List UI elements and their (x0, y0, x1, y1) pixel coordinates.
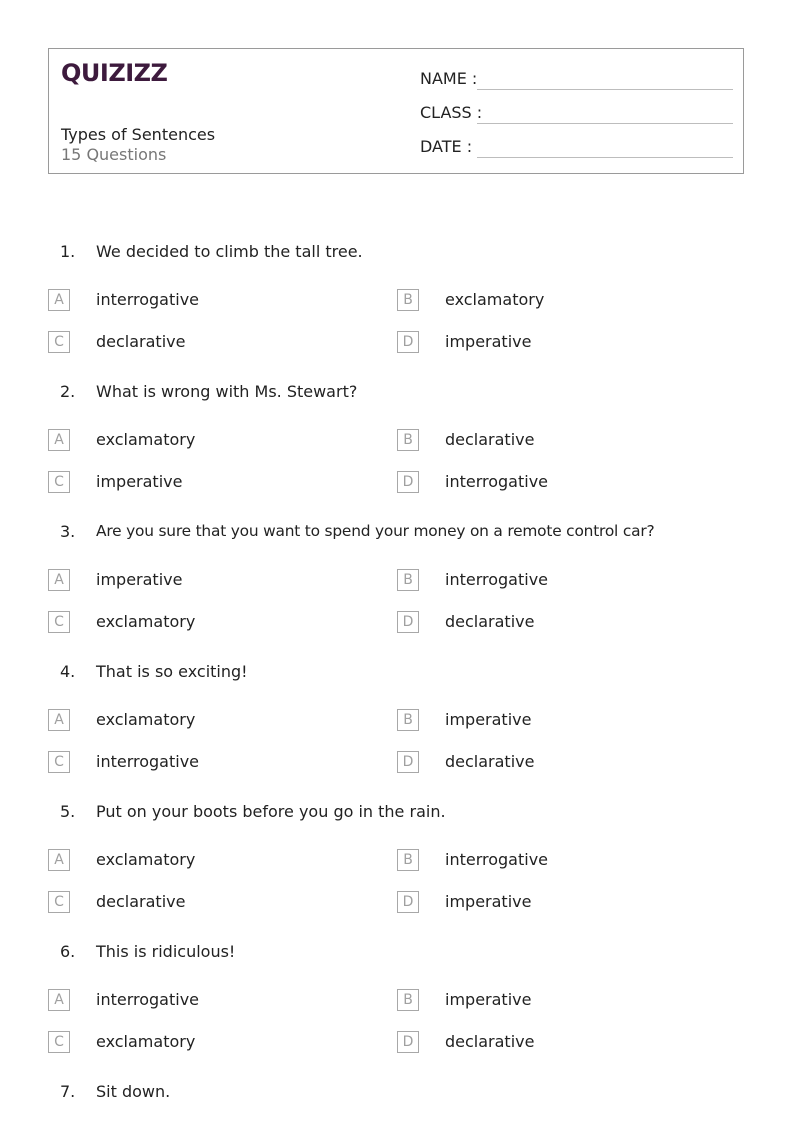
option-letter-box: B (397, 989, 419, 1011)
option-text: exclamatory (96, 710, 196, 729)
question-text: We decided to climb the tall tree. (96, 242, 363, 261)
option-letter-box: A (48, 569, 70, 591)
option-letter-box: B (397, 849, 419, 871)
class-line[interactable] (477, 123, 733, 124)
question-text: Put on your boots before you go in the rain. (96, 802, 446, 821)
name-label: NAME : (420, 69, 478, 88)
option-letter-box: B (397, 709, 419, 731)
option-text: exclamatory (445, 290, 545, 309)
worksheet-header (48, 48, 744, 174)
question-5 (0, 802, 794, 942)
option-letter-box: A (48, 429, 70, 451)
class-field[interactable] (420, 103, 733, 127)
worksheet-title: Types of Sentences (61, 125, 216, 144)
option-c[interactable] (48, 891, 348, 915)
option-a[interactable] (48, 569, 348, 593)
option-letter-box: A (48, 289, 70, 311)
question-7 (0, 1082, 794, 1112)
question-text: Sit down. (96, 1082, 171, 1101)
option-c[interactable] (48, 471, 348, 495)
option-letter-box: D (397, 611, 419, 633)
option-b[interactable] (397, 289, 697, 313)
option-text: imperative (96, 570, 183, 589)
option-a[interactable] (48, 709, 348, 733)
date-line[interactable] (477, 157, 733, 158)
option-text: exclamatory (96, 612, 196, 631)
date-label: DATE : (420, 137, 473, 156)
option-a[interactable] (48, 989, 348, 1013)
option-letter-box: B (397, 289, 419, 311)
option-b[interactable] (397, 709, 697, 733)
option-letter-box: B (397, 429, 419, 451)
question-number: 5. (60, 802, 76, 821)
question-text: That is so exciting! (96, 662, 248, 681)
question-text: Are you sure that you want to spend your money on a remote control car? (96, 522, 655, 540)
option-letter-box: D (397, 751, 419, 773)
option-text: interrogative (96, 290, 200, 309)
question-number: 1. (60, 242, 76, 261)
option-text: exclamatory (96, 1032, 196, 1051)
logo-wordmark: QUIZIZZ (61, 59, 168, 87)
option-text: interrogative (96, 990, 200, 1009)
option-text: interrogative (96, 752, 200, 771)
option-c[interactable] (48, 751, 348, 775)
option-letter-box: D (397, 891, 419, 913)
option-letter-box: C (48, 891, 70, 913)
option-b[interactable] (397, 429, 697, 453)
option-text: declarative (96, 892, 186, 911)
option-text: declarative (96, 332, 186, 351)
option-a[interactable] (48, 849, 348, 873)
option-text: declarative (445, 430, 535, 449)
option-text: interrogative (445, 472, 549, 491)
date-field[interactable] (420, 137, 733, 161)
option-a[interactable] (48, 429, 348, 453)
option-text: imperative (445, 892, 532, 911)
option-letter-box: C (48, 471, 70, 493)
question-text: What is wrong with Ms. Stewart? (96, 382, 358, 401)
name-line[interactable] (477, 89, 733, 90)
option-c[interactable] (48, 1031, 348, 1055)
option-c[interactable] (48, 331, 348, 355)
quizizz-logo (61, 55, 168, 89)
option-text: exclamatory (96, 850, 196, 869)
option-letter-box: A (48, 989, 70, 1011)
question-number: 7. (60, 1082, 76, 1101)
option-text: declarative (445, 1032, 535, 1051)
option-letter-box: C (48, 611, 70, 633)
class-label: CLASS : (420, 103, 483, 122)
option-d[interactable] (397, 751, 697, 775)
option-letter-box: D (397, 331, 419, 353)
option-d[interactable] (397, 331, 697, 355)
option-c[interactable] (48, 611, 348, 635)
option-text: declarative (445, 612, 535, 631)
option-b[interactable] (397, 849, 697, 873)
question-2 (0, 382, 794, 522)
option-letter-box: C (48, 1031, 70, 1053)
option-letter-box: D (397, 471, 419, 493)
question-6 (0, 942, 794, 1082)
option-text: exclamatory (96, 430, 196, 449)
question-number: 2. (60, 382, 76, 401)
option-d[interactable] (397, 471, 697, 495)
option-text: interrogative (445, 850, 549, 869)
question-count: 15 Questions (61, 145, 167, 164)
option-letter-box: C (48, 751, 70, 773)
option-letter-box: D (397, 1031, 419, 1053)
option-text: imperative (445, 990, 532, 1009)
option-letter-box: B (397, 569, 419, 591)
question-number: 4. (60, 662, 76, 681)
option-text: imperative (445, 710, 532, 729)
option-letter-box: A (48, 709, 70, 731)
option-text: declarative (445, 752, 535, 771)
option-text: imperative (96, 472, 183, 491)
option-d[interactable] (397, 891, 697, 915)
option-a[interactable] (48, 289, 348, 313)
question-text: This is ridiculous! (96, 942, 236, 961)
option-text: imperative (445, 332, 532, 351)
option-d[interactable] (397, 611, 697, 635)
question-number: 3. (60, 522, 76, 541)
question-4 (0, 662, 794, 802)
question-3 (0, 522, 794, 662)
option-d[interactable] (397, 1031, 697, 1055)
name-field[interactable] (420, 69, 733, 93)
question-1 (0, 242, 794, 382)
option-letter-box: C (48, 331, 70, 353)
question-number: 6. (60, 942, 76, 961)
option-text: interrogative (445, 570, 549, 589)
option-letter-box: A (48, 849, 70, 871)
option-b[interactable] (397, 989, 697, 1013)
option-b[interactable] (397, 569, 697, 593)
